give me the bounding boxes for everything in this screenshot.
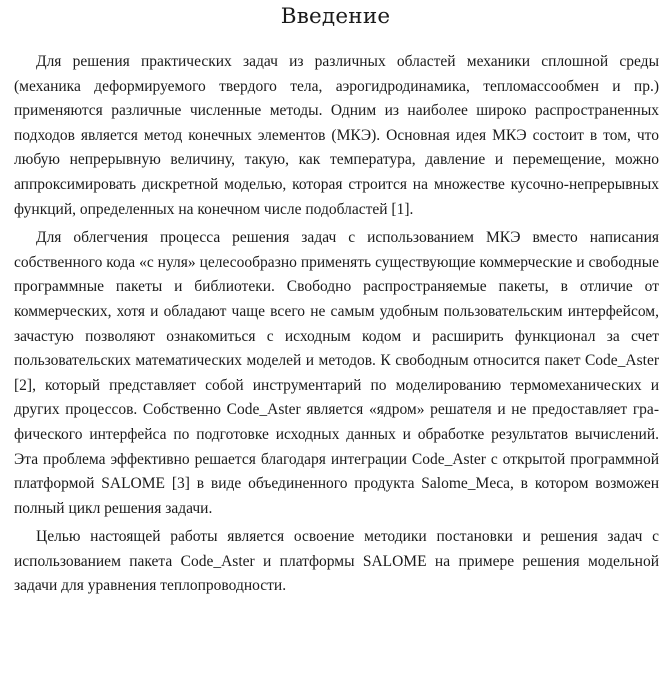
- section-body: [14, 50, 659, 603]
- section-title: Введение: [280, 4, 391, 29]
- paragraph-intro: Для решения практических задач из различных областей механики сплошной среды (механика деформируемого твердого тела, аэрогидродинамика, тепломассообмен и пр.) применяются различные численные методы. Одним из наиболее широко распространенных подходов является метод конечных элементов (МКЭ). Основная идея МКЭ состоит в том, что любую непрерывную величину, такую, как температура, давление и перемещение, можно аппроксимировать дискретной моделью, которая строится на множестве кусочно-непрерывных функций, определенных на конечном числе подобластей [1].: [14, 53, 659, 218]
- paragraph-goal: Целью настоящей работы является освоение методики постановки и решения задач с использованием пакета Code_Aster и платформы SALOME на примере решения модельной задачи для уравнения теплопроводности.: [14, 528, 659, 595]
- paragraph-software: Для облегчения процесса решения задач с использованием МКЭ вместо написания собственного кода «с нуля» целесообразно применять существующие коммерческие и свободные программные пакеты и библиотеки. Свободно распространяемые пакеты, в отличие от коммерческих, хотя и обладают чаще всего не самым удобным пользовательским интерфейсом, зачастую позволяют ознакомиться с исходным кодом и расширить функционал за счет пользовательских математических моделей и методов. К свободным относится пакет Code_Aster [2], который представляет собой инструментарий по моделированию термомеханических и других процессов. Собственно Code_Aster является «ядром» решателя и не предоставляет графического интерфейса по подготовке исходных данных и обработке результатов вычислений. Эта проблема эффективно решается благодаря интеграции Code_Aster с открытой программной платформой SALOME [3] в виде объединенного продукта Salome_Meca, в котором возможен полный цикл решения задачи.: [14, 229, 659, 517]
